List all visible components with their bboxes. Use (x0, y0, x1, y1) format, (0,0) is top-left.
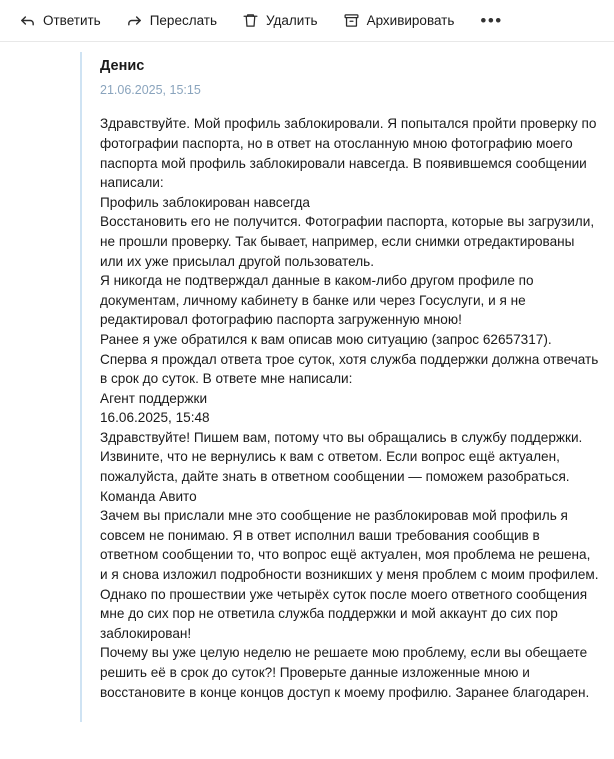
forward-button[interactable] (117, 7, 226, 34)
archive-button[interactable] (334, 7, 464, 34)
more-actions-button[interactable]: ••• (480, 11, 503, 30)
delete-button[interactable] (233, 7, 327, 34)
message-paragraph: Почему вы уже целую неделю не решаете мою проблему, если вы обещаете решить её в срок до суток?! Проверьте данные изложенные мною и восстановите в конце концов доступ к моему профилю. Заранее благодарен. (100, 645, 590, 700)
forward-icon (126, 12, 143, 29)
message-scroll-area[interactable] (0, 42, 614, 759)
message-sender: Денис (100, 58, 145, 74)
message-timestamp: 21.06.2025, 15:15 (100, 83, 201, 98)
message-card (80, 52, 600, 722)
message-paragraph: Ранее я уже обратился к вам описав мою ситуацию (запрос 62657317). Сперва я прождал ответа трое суток, хотя служба поддержки должна отвечать в срок до суток. В ответе мне написали: (100, 331, 599, 387)
message-paragraph: Здравствуйте. Мой профиль заблокировали. Я попытался пройти проверку по фотографии паспорта, но в ответ на отосланную мною фотографию моего паспорта мой профиль заблокировали навсегда. В появившемся сообщении написали: (100, 116, 597, 191)
message-paragraph: Здравствуйте! Пишем вам, потому что вы обращались в службу поддержки. Извините, что не вернулись к вам с ответом. Если вопрос ещё актуален, пожалуйста, дайте знать в ответном сообщении — поможем разобраться. (100, 429, 583, 485)
reply-button-label: Ответить (43, 12, 101, 28)
message-paragraph: Я никогда не подтверждал данные в каком-либо другом профиле по документам, личному кабинету в банке или через Госуслуги, и я не редактировал фотографию паспорта загруженную мною! (100, 273, 534, 328)
message-toolbar (0, 0, 614, 42)
archive-icon (343, 12, 360, 29)
message-paragraph: Восстановить его не получится. Фотографии паспорта, которые вы загрузили, не прошли проверку. Так бывает, например, если снимки отредактированы или их уже присылал другой пользователь. (100, 214, 595, 269)
archive-button-label: Архивировать (366, 12, 455, 28)
message-paragraph: Профиль заблокирован навсегда (100, 194, 310, 210)
message-quoted-signature: Команда Авито (100, 488, 197, 504)
forward-button-label: Переслать (149, 12, 218, 28)
message-container (0, 42, 614, 722)
trash-icon (242, 12, 259, 29)
delete-button-label: Удалить (266, 12, 318, 28)
message-paragraph: Зачем вы прислали мне это сообщение не разблокировав мой профиль я совсем не понимаю. Я в ответ исполнил ваши требования сообщив в ответном сообщении то, что вопрос ещё актуален, моя проблема не решена, и я снова изложил подробности возникших у меня проблем с моим профилем. Однако по прошествии уже четырёх суток после моего ответного сообщения мне до сих пор не ответила служба поддержки и мой аккаунт до сих пор заблокирован! (100, 508, 599, 641)
message-quoted-sender: Агент поддержки (100, 390, 208, 406)
message-quoted-timestamp: 16.06.2025, 15:48 (100, 410, 210, 426)
reply-icon (19, 12, 36, 29)
reply-button[interactable] (10, 7, 110, 34)
